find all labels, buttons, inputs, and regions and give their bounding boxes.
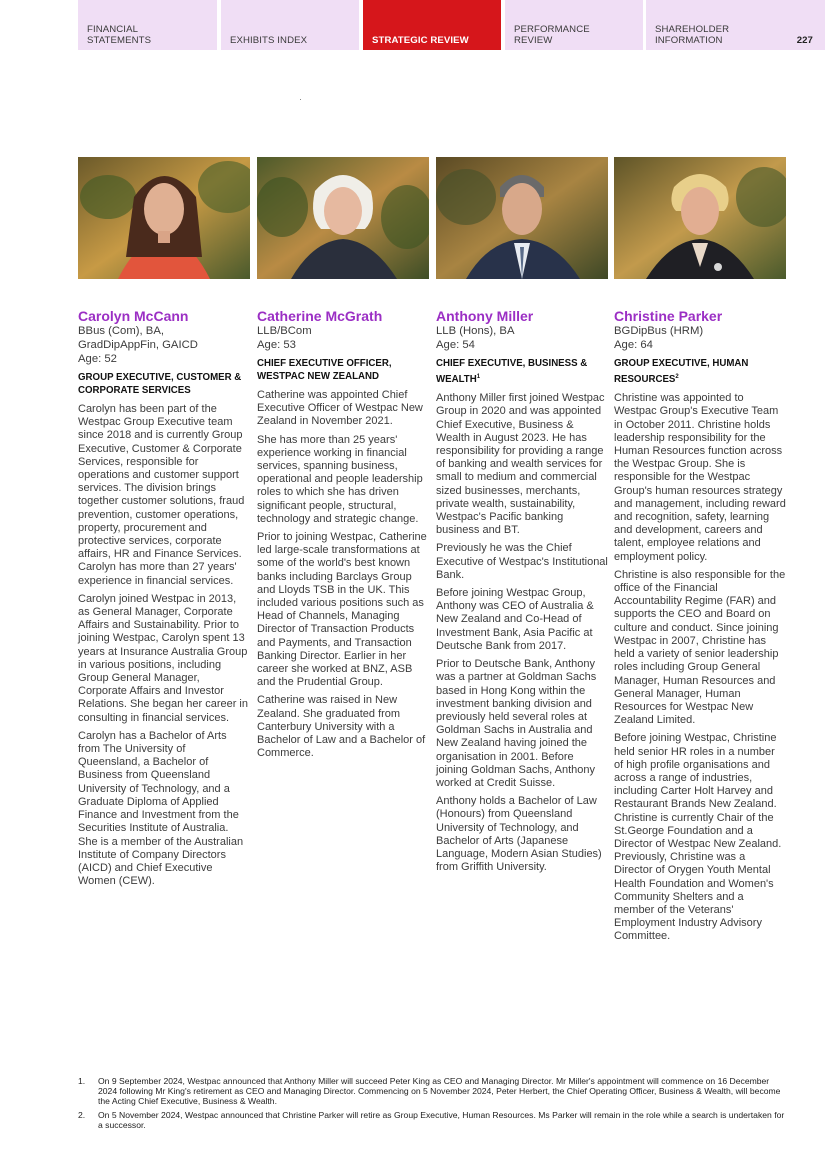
bio-paragraph: Before joining Westpac, Christine held senior HR roles in a number of high profile organisations and across a range of industries, including Carter Holt Harvey and Restaurant Brands New Zealand. Christine is currently Chair of the St.George Foundation and a Director of Westpac New Zealand. Previously, Christine was a Director of Orygen Youth Mental Health Foundation and Women's Community Shelters and a member of the Veterans' Employment Industry Advisory Committee. xyxy=(614,732,782,943)
section-nav xyxy=(78,0,825,50)
tab-label: STRATEGIC REVIEW xyxy=(372,35,469,46)
footnote xyxy=(78,1076,788,1106)
footnote xyxy=(78,1110,788,1130)
bio-paragraph: Catherine was raised in New Zealand. She graduated from Canterbury University with a Bachelor of Law and a Bachelor of Commerce. xyxy=(257,694,426,760)
profile-card xyxy=(614,157,786,949)
portrait-photo xyxy=(436,157,608,279)
tab-label: SHAREHOLDER INFORMATION xyxy=(655,24,730,46)
bio-paragraph: Carolyn joined Westpac in 2013, as General Manager, Corporate Affairs and Sustainability. Prior to joining Westpac, Carolyn spent 13 years at Insurance Australia Group in various positions, including Group General Manager, Corporate Affairs and Investor Relations. She began her career in consulting in financial services. xyxy=(78,592,248,724)
footnote-number: 1. xyxy=(78,1076,86,1086)
qualifications: BBus (Com), BA, GradDipAppFin, GAICD xyxy=(78,325,198,351)
footnote-text: On 9 September 2024, Westpac announced that Anthony Miller will succeed Peter King as CEO and Managing Director. Mr Miller's appointment will commence on 16 December 2024 following Mr King's retirement as CEO and Managing Director. Commencing on 5 November 2024, Peter Herbert, the Chief Operating Officer, Business & Wealth, will become the Acting Chief Executive, Business & Wealth. xyxy=(98,1076,781,1106)
role-title-text: CHIEF EXECUTIVE, BUSINESS & WEALTH xyxy=(436,358,588,385)
tab-strategic-review[interactable] xyxy=(363,0,501,50)
qualifications: BGDipBus (HRM) xyxy=(614,325,704,337)
footnotes xyxy=(78,1076,788,1134)
person-name: Anthony Miller xyxy=(436,308,534,324)
tab-label: PERFORMANCE REVIEW xyxy=(514,24,590,46)
bio-paragraph: Prior to Deutsche Bank, Anthony was a partner at Goldman Sachs based in Hong Kong within the investment banking division and previously held several roles at Goldman Sachs in Australia and New Zealand having joined the organisation in 2001. Before joining Goldman Sachs, Anthony worked at Credit Suisse. xyxy=(436,658,597,789)
person-name: Catherine McGrath xyxy=(257,308,383,324)
role-title xyxy=(257,358,429,383)
person-name: Christine Parker xyxy=(614,308,723,324)
qualifications: LLB/BCom xyxy=(257,325,312,337)
bio-paragraph: Anthony holds a Bachelor of Law (Honours) from Queensland University of Technology, and Bachelor of Arts (Japanese Language, Modern Asian Studies) from Griffith University. xyxy=(436,795,602,874)
tab-shareholder-information[interactable] xyxy=(646,0,825,50)
page-number: 227 xyxy=(796,35,813,46)
role-title-text: GROUP EXECUTIVE, HUMAN RESOURCES xyxy=(614,358,749,385)
bio-paragraph: She has more than 25 years' experience working in financial services, spanning business, operational and people leadership roles to which she has driven significant people, structural, technology and strategic change. xyxy=(257,433,423,525)
portrait-photo xyxy=(614,157,786,279)
bio-paragraph: Catherine was appointed Chief Executive Officer of Westpac New Zealand in November 2021. xyxy=(257,389,423,428)
portrait-photo xyxy=(78,157,250,279)
bio-paragraph: Before joining Westpac Group, Anthony was CEO of Australia & New Zealand and Co-Head of Investment Bank, Asia Pacific at Deutsche Bank from 2017. xyxy=(436,587,594,652)
biography xyxy=(257,389,429,760)
bio-paragraph: Christine is also responsible for the office of the Financial Accountability Regime (FAR) and supports the CEO and Board on culture and conduct. Since joining Westpac in 2007, Christine has held a variety of senior leadership roles including Group General Manager, Human Resources and General Manager, Human Resources for Westpac New Zealand Limited. xyxy=(614,568,786,727)
profile-card xyxy=(257,157,429,765)
bio-paragraph: Previously he was the Chief Executive of Westpac's Institutional Bank. xyxy=(436,542,608,581)
qualifications: LLB (Hons), BA xyxy=(436,325,515,337)
profile-card xyxy=(78,157,250,893)
role-title xyxy=(436,358,608,386)
footnote-ref: 2 xyxy=(675,373,679,380)
tab-financial-statements[interactable] xyxy=(78,0,217,50)
footnote-text: On 5 November 2024, Westpac announced that Christine Parker will retire as Group Executive, Human Resources. Ms Parker will remain in the role while a search is undertaken for a successor. xyxy=(98,1110,785,1130)
biography xyxy=(614,392,786,943)
footnote-number: 2. xyxy=(78,1110,86,1120)
bio-paragraph: Christine was appointed to Westpac Group's Executive Team in October 2011. Christine holds leadership responsibility for the Human Resources function across the Westpac Group. She is responsible for the Westpac Group's human resources strategy and management, including reward and recognition, safety, learning and development, careers and talent, employee relations and employment policy. xyxy=(614,392,786,563)
tab-performance-review[interactable] xyxy=(505,0,643,50)
role-title xyxy=(78,372,250,397)
role-title xyxy=(614,358,786,386)
age: Age: 52 xyxy=(78,353,117,365)
bio-paragraph: Prior to joining Westpac, Catherine led large-scale transformations at some of the world's best known banks including Barclays Group and Lloyds TSB in the UK. This included various positions such as Head of Channels, Managing Director of Transaction Products and Payments, and Transaction Banking Director. Earlier in her career she worked at BNZ, ASB and the Prudential Group. xyxy=(257,531,427,689)
tab-label: FINANCIAL STATEMENTS xyxy=(87,24,152,46)
bio-paragraph: Anthony Miller first joined Westpac Group in 2020 and was appointed Chief Executive, Business & Wealth in August 2023. He has responsibility for providing a range of banking and wealth services for small to medium and commercial sized businesses, merchants, private wealth, sustainability, Westpac's Pacific banking business and BT. xyxy=(436,392,605,537)
bio-paragraph: Carolyn has a Bachelor of Arts from The University of Queensland, a Bachelor of Business from Queensland University of Technology, and a Graduate Diploma of Applied Finance and Investment from the Securities Institute of Australia. She is a member of the Australian Institute of Company Directors (AICD) and Chief Executive Women (CEW). xyxy=(78,729,244,888)
person-name: Carolyn McCann xyxy=(78,308,189,324)
role-title-text: CHIEF EXECUTIVE OFFICER, WESTPAC NEW ZEALAND xyxy=(257,358,392,382)
biography xyxy=(436,392,608,874)
age: Age: 54 xyxy=(436,339,475,351)
biography xyxy=(78,403,250,888)
tab-label: EXHIBITS INDEX xyxy=(230,35,308,46)
age: Age: 64 xyxy=(614,339,653,351)
portrait-photo xyxy=(257,157,429,279)
bio-paragraph: Carolyn has been part of the Westpac Group Executive team since 2018 and is currently Group Executive, Customer & Corporate Services, responsible for operations and customer support services. The division brings together customer solutions, fraud prevention, customer operations, property, procurement and protective services, corporate affairs, HR and Finance Services. Carolyn has more than 27 years' experience in financial services. xyxy=(78,403,245,587)
tab-exhibits-index[interactable] xyxy=(221,0,359,50)
age: Age: 53 xyxy=(257,339,296,351)
stray-dot xyxy=(300,99,301,100)
role-title-text: GROUP EXECUTIVE, CUSTOMER & CORPORATE SERVICES xyxy=(78,372,242,396)
footnote-ref: 1 xyxy=(476,373,481,380)
profile-card xyxy=(436,157,608,879)
